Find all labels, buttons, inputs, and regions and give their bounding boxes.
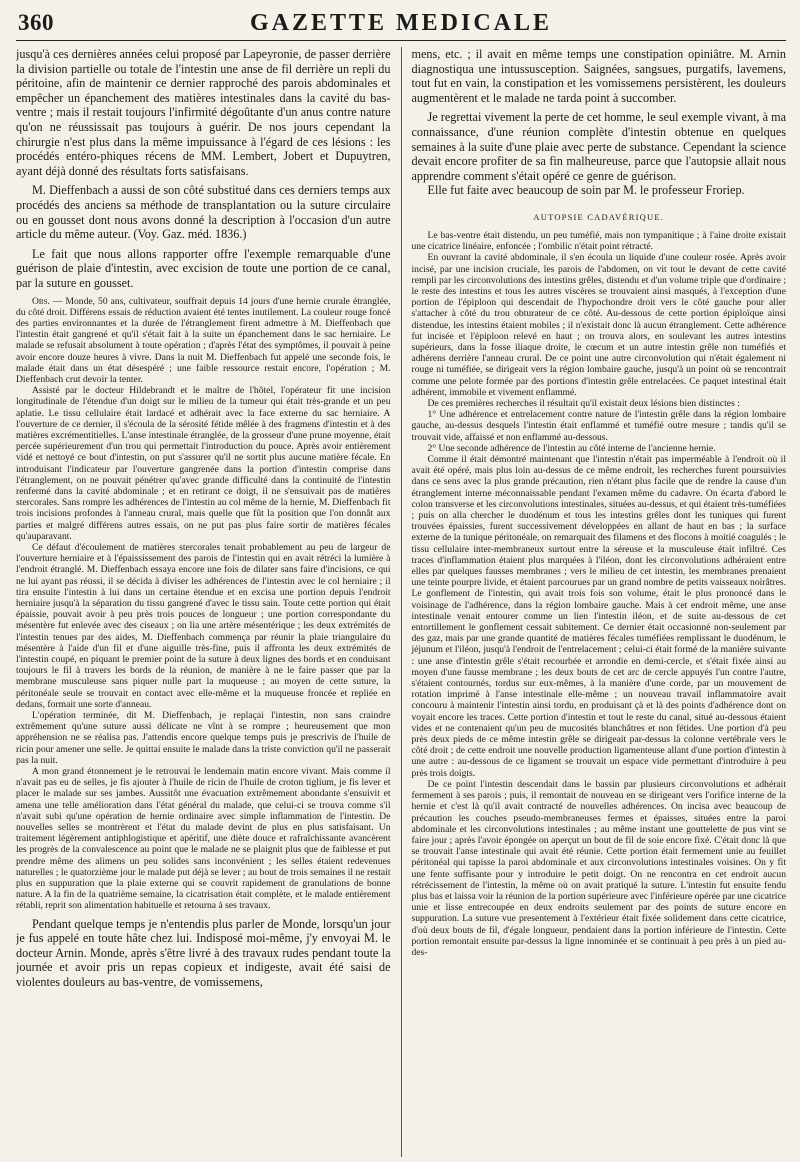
paragraph: A mon grand étonnement je le retrouvai le lendemain matin encore vivant. Mais comme il n'avait pas eu de selles, je fis ajouter à l'huile de ricin de l'huile de croton tiglium, je fis lever et placer le malade sur ses jambes. Aussitôt une évacuation extrêmement abondante s'ensuivit et amena une telle amélioration dans l'état général du malade, que celui-ci se trouva comme s'il n'avait subi qu'une opération de hernie ordinaire avec simple inflammation de l'intestin. De nouvelles selles se montrèrent et l'état du malade devint de plus en plus satisfaisant. Un traitement légèrement antiphlogistique et apéritif, une diète douce et rafraîchissante avancèrent les progrès de la convalescence au point que le malade ne se plaignit plus que de faiblesse et put prendre même des alimens un peu solides sans inconvénient ; les selles étaient redevenues naturelles ; le quatorzième jour le malade put déjà se lever ; au bout de trois semaines il ne restait plus en suppuration que la plaie externe qui se couvrit rapidement de granulations de bonne nature. A la fin de la quatrième semaine, la cicatrisation était complète, et le malade entièrement rétabli, reprit son alimentation habituelle et retourna à ses travaux. [16, 766, 391, 912]
page-header [16, 0, 786, 41]
paragraph: Le fait que nous allons rapporter offre l'exemple remarquable d'une guérison de plaie d'intestin, avec excision de toute une portion de ce canal, par la suture en gousset. [16, 246, 391, 290]
paragraph: Comme il était démontré maintenant que l'intestin n'était pas imperméable à l'endroit où il avait été opéré, mais plus loin au-dessus de ce même endroit, les recherches furent poursuivies dans ce sens avec la plus grande précaution, rien n'étant plus facile que de rendre la cause d'un étranglement interne méconnaissable pendant l'examen même du cadavre. On écarta d'abord le colon transverse et les circonvolutions intestinales, situées au-dessus, et qui étaient très-tuméfiées ; puis on alla chercher le duodénum et tous les intestins grêles dont les tuniques qui furent trouvées épaissies, furent successivement développées en allant de haut en bas ; la surface externe de la tunique péritonéale, on remarquait des filamens et des flocons à moitié coagulés ; le tissu cellulaire inter-membraneux surtout entre la séreuse et la musculeuse était infiltré. Ces traces d'inflammation étaient plus marquées à l'iléon, dont les circonvolutions adhéraient entre elles par quelques fausses membranes ; vers le milieu de cet intestin, les membranes prenaient une teinte pourpre livide, et étaient parcourues par un grand nombre de petits vaisseaux noirâtres. Le gonflement de l'intestin, qui avait trois fois son volume, était le plus prononcé dans le voisinage de l'adhérence, dans la région lombaire gauche. Mais à cet endroit même, une anse intestinale venait entourer comme un lien l'intestin iléon, et de suite au-dessous de cet entortillement le gonflement cessait subitement. Ce dernier était occasionné non-seulement par des gaz, mais par une grande quantité de matières fécales tuméfiées remplissant le duodénum, le jéjunum et l'iléon, jusqu'à l'endroit de l'entrelacement ; celui-ci était formé de la manière suivante : une anse d'intestin grêle s'était recourbée et arrondie en demi-cercle, et s'était fixée ainsi au moyen d'une fausse membrane ; les deux bouts de cet arc de cercle appuyés l'un contre l'autre, s'étaient contournés, tordus sur eux-mêmes, à la manière d'une corde, par un mouvement de rotation imprimé à l'anse intestinale elle-même ; un nouveau travail inflammatoire avait concouru à maintenir l'intestin ainsi tordu, en produisant çà et là des points d'adhérence dont on voyait encore les traces. Cette portion d'intestin et tout le reste du canal, situé au-dessous étaient vides et ne contenaient qu'un peu de mucosités blanchâtres et non fétides. Une portion d'à peu près deux pieds de ce même intestin grêle se dirigeait par-dessus la colonne vertébrale vers le côté droit ; de cette endroit une nouvelle production ligamenteuse allant d'une portion d'intestin à une autre : au-dessous de ce ligament se trouvait un espace vide permettant d'introduire à peu près trois doigts. [411, 454, 786, 779]
paragraph: 2° Une seconde adhérence de l'intestin au côté interne de l'ancienne hernie. [427, 442, 716, 454]
paragraph: Ce défaut d'écoulement de matières stercorales tenait probablement au peu de largeur de l'ouverture herniaire et à l'épaississement des parois de l'intestin qui en avait rétréci la lumière à l'endroit étranglé. M. Dieffenbach essaya encore une fois de dilater sans faire d'incisions, ce qui ne lui ayant pas réussi, il se décida à diviser les adhérences de l'intestin avec le col herniaire ; il tira ensuite l'intestin à lui dans un certaine étendue et en excisa une portion depuis l'endroit herniaire jusqu'à la séparation du tissu gangrené d'avec le tissu sain. Toute cette portion qui était épaissie, pouvait avoir à peu près trois pouces de longueur ; une portion correspondante du mésentère fut enlevée avec des ciseaux ; on lia une artère mésentérique ; les deux extrémités de l'intestin tenues par des aides, M. Dieffenbach commença par réunir la plaie triangulaire du mésentère à l'aide d'un fil et d'une aiguille très-fine, puis il affronta les deux extrémités de l'intestin coupé, en piquant le premier point de la suture à deux lignes des bords et en conduisant toujours le fil à travers les bords de la réunion, de manière à ne le faire passer que par la membrane musculeuse sans piquer nulle part la muqueuse ; au moyen de cette suture, la péritonéale seule se trouvait en contact avec elle-même et la muqueuse froncée et repliée en dedans, formait une sorte d'anneau. [16, 541, 391, 710]
paragraph: mens, etc. ; il avait en même temps une constipation opiniâtre. M. Arnin diagnostiqua une intussusception. Saignées, sangsues, purgatifs, lavemens, tout fut en vain, la constipation et les vomissemens persistèrent, les douleurs augmentèrent et le malade ne tarda point à succomber. [411, 47, 786, 105]
left-column [16, 47, 402, 1157]
observation-text: — Monde, 50 ans, cultivateur, souffrait depuis 14 jours d'une hernie crurale étranglée, du côté droit. Différens essais de réduction avaient été tentes inutilement. La couleur rouge foncé des parties environnantes et la durée de l'étranglement firent admettre à M. Dieffenbach que l'intestin était gangrené et qu'il s'était fait à la suite un épanchement dans le sac herniaire. Le malade se refusait absolument à toute opération ; d'après l'état des symptômes, il pouvait à peine avoir encore douze heures à vivre. Dans la nuit M. Dieffenbach fut appelé une seconde fois, le malade était dans un état désespéré ; une faible ressource restait encore, l'opération ; M. Dieffenbach crut devoir la tenter. [16, 295, 391, 385]
paragraph: L'opération terminée, dit M. Dieffenbach, je replaçai l'intestin, non sans craindre extrêmement qu'une suture aussi délicate ne vînt à se rompre ; heureusement que mon appréhension ne se réalisa pas. J'attendis encore quelque temps puis je prescrivis de l'huile de ricin pour amener une selle. Je quittai ensuite le malade dans la triste conviction qu'il ne passerait pas la nuit. [16, 710, 391, 766]
paragraph: 1° Une adhérence et entrelacement contre nature de l'intestin grêle dans la région lombaire gauche, au-dessus desquels l'intestin était enflammé et tuméfié outre mesure ; tandis qu'il se trouvait vide, affaissé et non enflammé au-dessous. [411, 409, 786, 443]
page-number: 360 [18, 10, 54, 35]
paragraph: De ces premières recherches il résultait qu'il existait deux lésions bien distinctes : [427, 397, 740, 409]
paragraph: jusqu'à ces dernières années celui proposé par Lapeyronie, de passer derrière la division partielle ou totale de l'intestin une anse de fil derrière un repli du péritoine, afin de maintenir ce dernier rapproché des parois abdominales et empêcher un épanchement des matières intestinales dans la cavité du bas-ventre ; mais il restait toujours l'infirmité dégoûtante d'un anus contre nature qu'on ne réussissait pas toujours à guérir. De nos jours cependant la chirurgie n'est plus dans la même impuissance à l'égard de ces lésions : les procédés entéro-phiques récens de MM. Lembert, Jobert et Dupuytren, ayant déjà donné des résultats forts satisfaisans. [16, 47, 391, 178]
paragraph: En ouvrant la cavité abdominale, il s'en écoula un liquide d'une couleur rosée. Après avoir incisé, par une incision cruciale, les parois de l'abdomen, on vit tout le devant de cette cavité rempli par les circonvolutions des intestins grêles, distendu et d'un volume triple que d'ordinaire ; le reste des intestins et tous les autres viscères se trouvaient ainsi masqués, à l'exception d'une portion de l'épiploon qui descendait de l'hypochondre droit vers le côté gauche pour aller s'attacher à côté du trou obturateur de ce côté. Au-dessous de cette portion épiploïque ainsi distendue, les intestins étaient mobiles ; il n'existait donc là aucun étranglement. Cette adhérence fut incisée et l'épiploon relevé en haut ; on trouva alors, en soulevant les autres intestins supérieurs, dans la fosse iliaque droite, le cœcum et un autre intestin grêle non tuméfiés et adhérens derrière l'anneau crural. De ce point une autre circonvolution qui n'était également ni rouge ni tuméfiée, se dirigeait vers la région lombaire gauche, jusqu'à un point où se rencontrait comme une pelote formée par des portions d'intestin grêle entrelacées. Ce paquet intestinal était adhérent, immobile et vivement enflammé. [411, 252, 786, 398]
journal-title: GAZETTE MEDICALE [249, 10, 553, 36]
paragraph: Le bas-ventre était distendu, un peu tuméfié, mais non tympanitique ; à l'aine droite existait une cicatrice linéaire, enfoncée ; l'ombilic n'était point rétracté. [411, 229, 786, 253]
observation-label: Obs. [32, 295, 50, 307]
paragraph: Je regrettai vivement la perte de cet homme, le seul exemple vivant, à ma connaissance, d'une réunion complète d'intestin obtenue en quelques semaines à la suite d'une plaie avec perte de substance. Cependant la science devait encore profiter de sa fin malheureuse, parce que l'autopsie allait nous apprendre comment s'était opéré ce genre de guérison. [411, 110, 786, 183]
paragraph: Assisté par le docteur Hildebrandt et le maître de l'hôtel, l'opérateur fit une incision longitudinale de l'étendue d'un doigt sur le milieu de la tumeur qui était très-grande et un peu aplatie. Le tissu cellulaire était lardacé et adhérait avec la face externe du sac herniaire. A l'ouverture de ce dernier, il s'écoula de la sérosité fétide mêlée à des fragmens d'intestin et à des matières excrémentitielles. L'anse intestinale étranglée, de la grosseur d'une prune moyenne, était percée supérieurement d'un trou qui permettait l'introduction du pouce. Après avoir entièrement vidé et nettoyé ce bout d'intestin, on put s'assurer qu'il ne sortit plus aucune matière fécale. En introduisant l'indicateur par l'ouverture gangrenée dans la portion d'intestin comprise dans l'étranglement, on ne pouvait pénétrer qu'avec grande difficulté dans la continuité de l'intestin renfermé dans la cavité abdominale ; et en retirant ce doigt, il ne s'ensuivait pas de matières stercorales. Sans rompre les adhérences de l'intestin au col même de la hernie, M. Dieffenbach fit trois incisions profondes à l'anneau crural, mais quelle que fût la position que l'on donnât aux parties et malgré différens autres essais, on ne put pas plus faire sortir de matières fécales qu'auparavant. [16, 385, 391, 542]
paragraph: Pendant quelque temps je n'entendis plus parler de Monde, lorsqu'un jour je fus appelé en toute hâte chez lui. Indisposé moi-même, j'y envoyai M. le docteur Arnin. Monde, après s'être livré à des travaux rudes pendant toute la journée et avoir pris un repas copieux et indigeste, avait été saisi de violentes douleurs au bas-ventre, de vomissemens, [16, 916, 391, 990]
paragraph: De ce point l'intestin descendait dans le bassin par plusieurs circonvolutions et adhérait fermement à ses parois ; puis, il remontait de nouveau en se dirigeant vers l'orifice interne de la hernie et c'est là qu'il avait contracté de nouvelles adhérences. On incisa avec beaucoup de précaution les couches pseudo-membraneuses fermes et épaisses, situées entre la paroi abdominale et les circonvolutions intestinales ; au même instant une gouttelette de pus vint se faire jour ; après l'avoir épongée on aperçut un bout de fil de soie encore fixé. C'était donc là que se trouvait l'anse intestinale qui avait été réunie. Cette portion était fermement unie au feuillet péritonéal qui tapisse la paroi abdominale et aux circonvolutions intestinales voisines. On y fit une fente suffisante pour y introduire le petit doigt. On ne rencontra en cet endroit aucun rétrécissement de l'intestin, la même où on avait pratiqué la suture. L'intestin fut ensuite fendu plus bas et laissa voir la réunion de la portion supérieure avec l'inférieure opérée par une cicatrice unie et lisse entrecoupée en deux endroits seulement par des points de suture encore en suppuration. La suture vue presentement à l'extérieur était fixée solidement dans cette cicatrice, d'où deux bouts de fil, d'égale longueur, pendaient dans la portion inférieure de l'intestin. Cette portion remontait ensuite par-dessus la ligne innominée et se continuait à peu près à un pied au-des- [411, 778, 786, 958]
section-heading: AUTOPSIE CADAVÉRIQUE. [533, 211, 665, 222]
paragraph: Elle fut faite avec beaucoup de soin par M. le professeur Froriep. [427, 183, 745, 198]
right-column [402, 47, 787, 1157]
two-column-body [16, 47, 786, 1157]
paragraph: M. Dieffenbach a aussi de son côté substitué dans ces derniers temps aux procédés des anciens sa méthode de transplantation ou la suture circulaire ou en gousset dont nous avons donné la description à l'occasion d'un autre article du même auteur. (Voy. Gaz. méd. 1836.) [16, 183, 391, 242]
observation-paragraph [16, 296, 391, 386]
